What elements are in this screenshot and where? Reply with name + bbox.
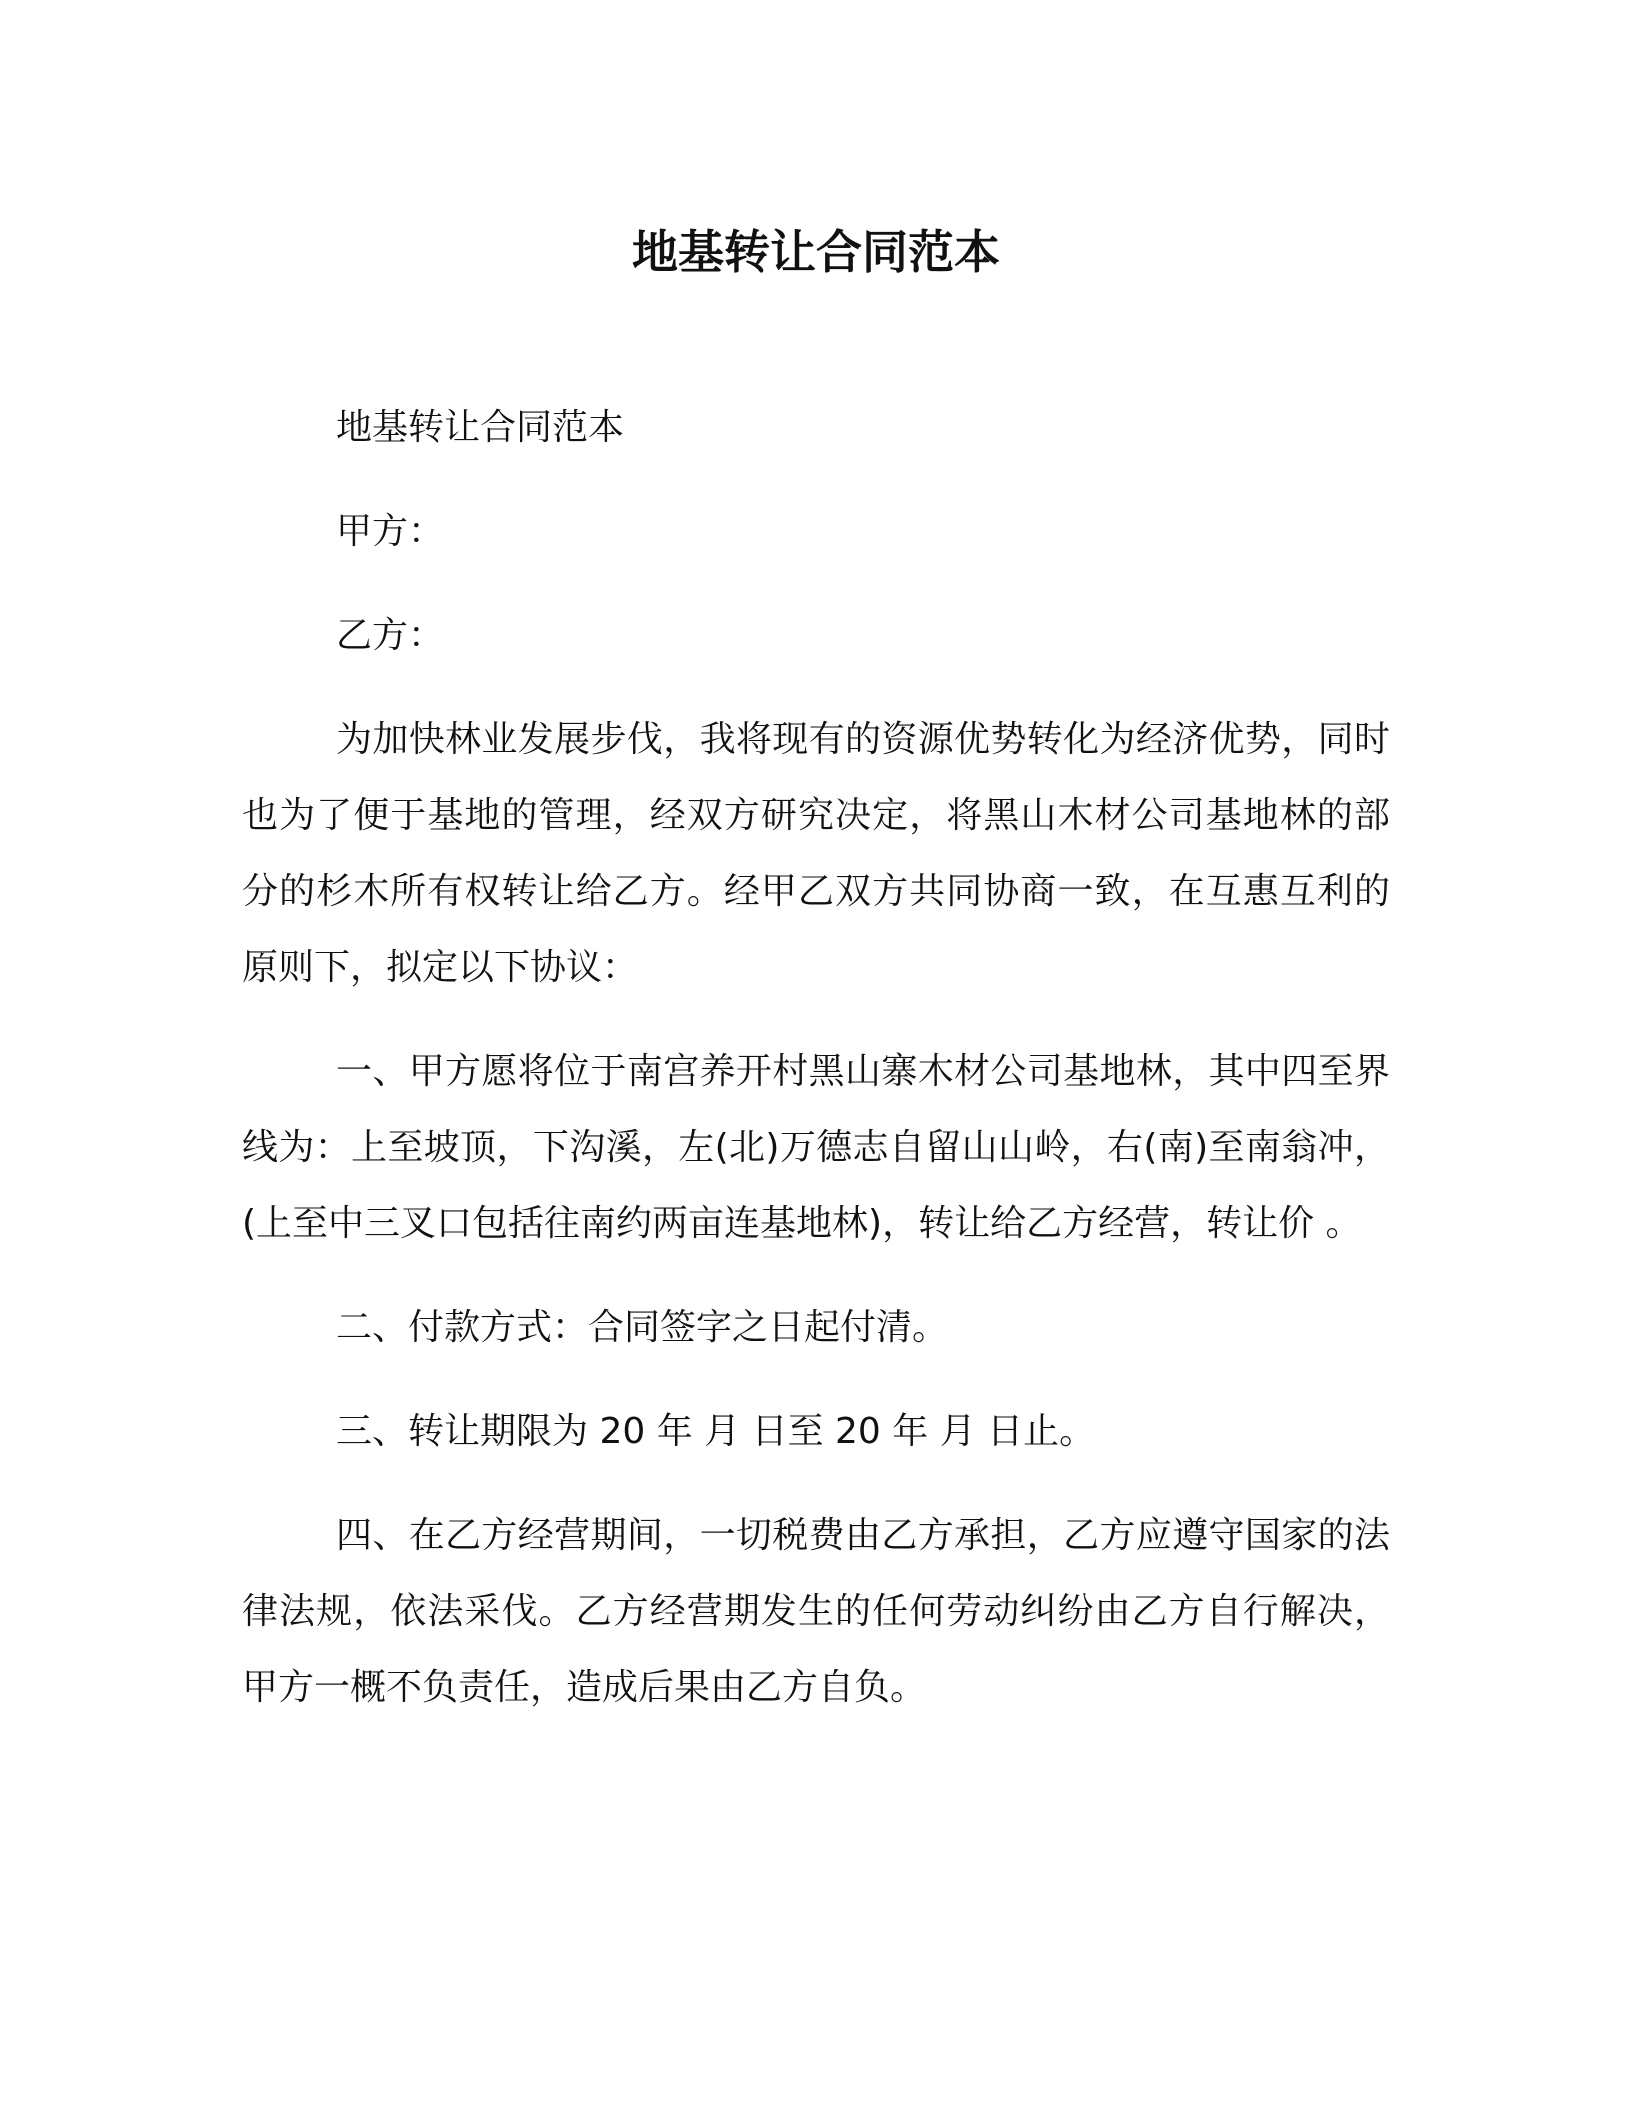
- document-title: 地基转让合同范本: [632, 225, 1000, 279]
- preamble-paragraph: 为加快林业发展步伐，我将现有的资源优势转化为经济优势，同时也为了便于基地的管理，经双方研究决定，将黑山木材公司基地林的部分的杉木所有权转让给乙方。经甲乙双方共同协商一致，在互惠互利的原则下，拟定以下协议：: [242, 719, 1390, 988]
- party-b-paragraph: 乙方：: [336, 615, 445, 656]
- clause-3-paragraph: 三、转让期限为 20 年 月 日至 20 年 月 日止。: [336, 1411, 1096, 1452]
- clause-1-paragraph: 一、甲方愿将位于南宫养开村黑山寨木材公司基地林，其中四至界线为：上至坡顶，下沟溪，左(北)万德志自留山山岭，右(南)至南翁冲，(上至中三叉口包括往南约两亩连基地林)，转让给乙方经营，转让价 。: [242, 1051, 1390, 1244]
- clause-2-paragraph: 二、付款方式：合同签字之日起付清。: [336, 1307, 949, 1348]
- party-a-paragraph: 甲方：: [336, 511, 445, 552]
- document-body: [242, 390, 1390, 1754]
- clause-4-paragraph: 四、在乙方经营期间，一切税费由乙方承担，乙方应遵守国家的法律法规，依法采伐。乙方经营期发生的任何劳动纠纷由乙方自行解决，甲方一概不负责任，造成后果由乙方自负。: [242, 1515, 1390, 1708]
- subtitle-paragraph: 地基转让合同范本: [336, 407, 625, 448]
